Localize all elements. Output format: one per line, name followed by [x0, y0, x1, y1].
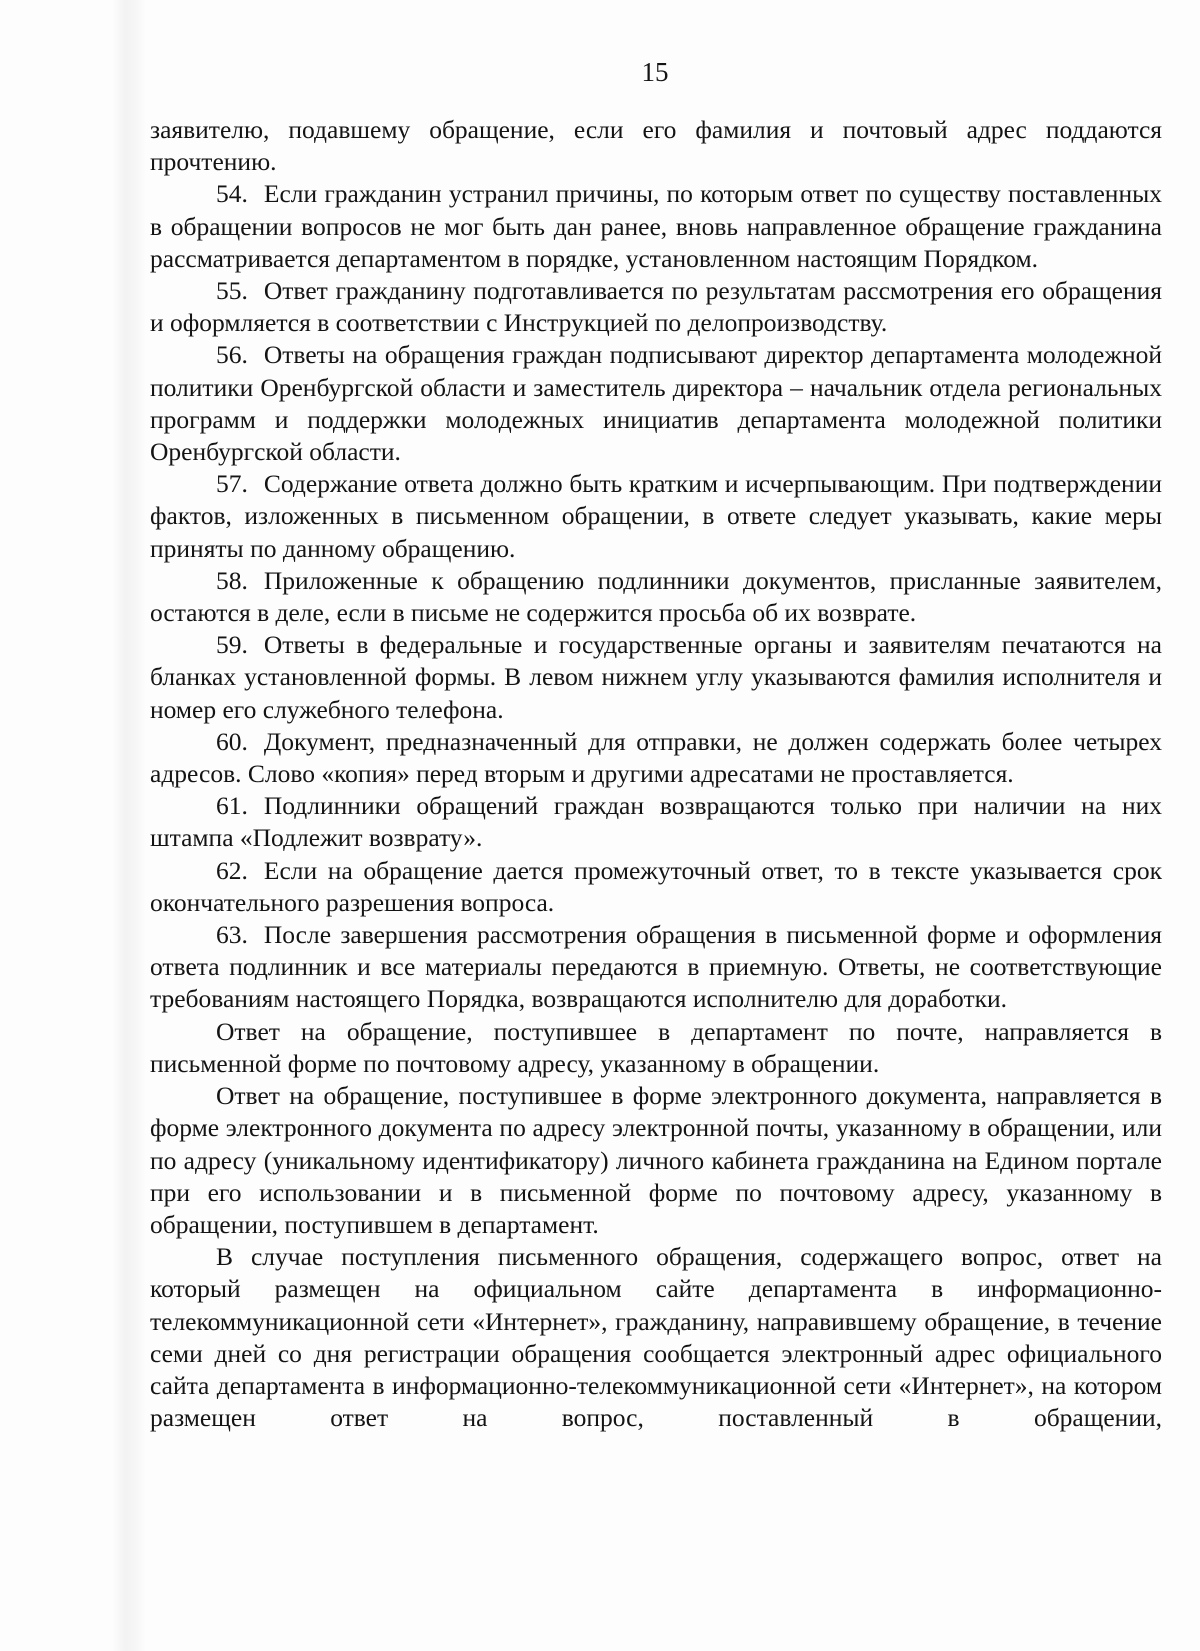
- paragraph-text: Ответы на обращения граждан подписывают директор департамента молодежной политики Оренбургской области и заместитель директора – начальник отдела региональных программ и поддержки молодежных инициатив департамента молодежной политики Оренбургской области.: [150, 340, 1162, 467]
- page-number: 15: [641, 57, 669, 87]
- paragraph-number: 56.: [216, 340, 248, 370]
- paragraph-text: Документ, предназначенный для отправки, не должен содержать более четырех адресов. Слово «копия» перед вторым и другими адресатами не проставляется.: [150, 726, 1162, 789]
- paragraph-number: 61.: [216, 791, 248, 821]
- paragraph-59: [150, 629, 1162, 726]
- paragraph-text: заявителю, подавшему обращение, если его фамилия и почтовый адрес поддаются прочтению.: [150, 115, 1162, 177]
- paragraph-number: 59.: [216, 630, 248, 660]
- paragraph-55: [150, 275, 1162, 339]
- paragraph-number: 62.: [216, 855, 248, 885]
- document-body: [150, 114, 1162, 1434]
- paragraph-text: После завершения рассмотрения обращения в письменной форме и оформления ответа подлинник и все материалы передаются в приемную. Ответы, не соответствующие требованиям настоящего Порядка, возвращаются исполнителю для доработки.: [150, 920, 1162, 1014]
- paragraph-text: В случае поступления письменного обращения, содержащего вопрос, ответ на который размещен на официальном сайте департамента в информационно-телекоммуникационной сети «Интернет», гражданину, направившему обращение, в течение семи дней со дня регистрации обращения сообщается электронный адрес официального сайта департамента в информационно-телекоммуникационной сети «Интернет», на котором размещен ответ на вопрос, поставленный в обращении,: [150, 1242, 1162, 1433]
- paragraph-text: Подлинники обращений граждан возвращаются только при наличии на них штампа «Подлежит возврату».: [150, 791, 1162, 853]
- paragraph-54: [150, 178, 1162, 275]
- paragraph-58: [150, 565, 1162, 629]
- paragraph-number: 54.: [216, 179, 248, 209]
- paragraph-63: [150, 919, 1162, 1016]
- paragraph-62: [150, 855, 1162, 919]
- paragraph-number: 63.: [216, 920, 248, 950]
- paragraph-number: 60.: [216, 726, 248, 756]
- paragraph-text: Ответ гражданину подготавливается по результатам рассмотрения его обращения и оформляется в соответствии с Инструкцией по делопроизводству.: [150, 276, 1162, 338]
- paragraph-text: Ответы в федеральные и государственные органы и заявителям печатаются на бланках установленной формы. В левом нижнем углу указываются фамилия исполнителя и номер его служебного телефона.: [150, 630, 1162, 724]
- paragraph-continuation: [150, 114, 1162, 178]
- paragraph-text: Ответ на обращение, поступившее в форме электронного документа, направляется в форме электронного документа по адресу электронной почты, указанному в обращении, или по адресу (уникальному идентификатору) личного кабинета гражданина на Едином портале при его использовании и в письменной форме по почтовому адресу, указанному в обращении, поступившем в департамент.: [150, 1081, 1162, 1239]
- paragraph-electronic-reply: [150, 1080, 1162, 1241]
- paragraph-56: [150, 339, 1162, 468]
- paragraph-text: Приложенные к обращению подлинники документов, присланные заявителем, остаются в деле, если в письме не содержится просьба об их возврате.: [150, 565, 1162, 628]
- paragraph-number: 58.: [216, 565, 248, 595]
- paragraph-57: [150, 468, 1162, 565]
- paragraph-60: [150, 726, 1162, 790]
- paragraph-number: 55.: [216, 276, 248, 306]
- paragraph-number: 57.: [216, 469, 248, 499]
- paragraph-text: Если гражданин устранил причины, по которым ответ по существу поставленных в обращении вопросов не мог быть дан ранее, вновь направленное обращение гражданина рассматривается департаментом в порядке, установленном настоящим Порядком.: [150, 179, 1162, 273]
- paragraph-61: [150, 790, 1162, 854]
- scan-shadow: [112, 0, 146, 1651]
- paragraph-text: Ответ на обращение, поступившее в департамент по почте, направляется в письменной форме по почтовому адресу, указанному в обращении.: [150, 1016, 1162, 1078]
- paragraph-text: Если на обращение дается промежуточный ответ, то в тексте указывается срок окончательного разрешения вопроса.: [150, 855, 1162, 917]
- paragraph-text: Содержание ответа должно быть кратким и исчерпывающим. При подтверждении фактов, изложенных в письменном обращении, в ответе следует указывать, какие меры приняты по данному обращению.: [150, 469, 1162, 563]
- paragraph-website-reply: [150, 1241, 1162, 1434]
- paragraph-postal-reply: [150, 1016, 1162, 1080]
